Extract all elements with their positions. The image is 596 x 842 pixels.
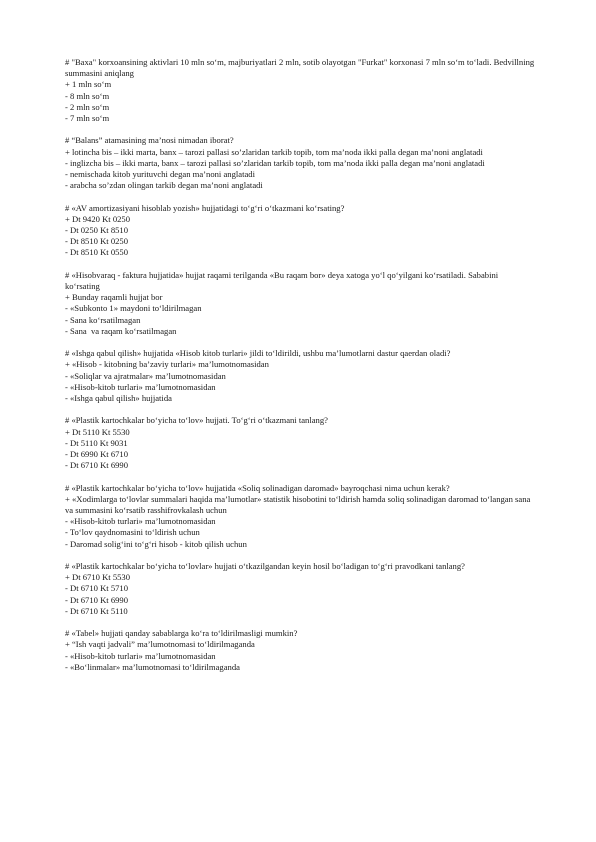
answer-option: - Sana ko‘rsatilmagan [65,314,141,325]
answer-option: - arabcha so’zdan olingan tarkib degan ma’noni anglatadi [65,180,263,191]
answer-option: - «Hisob-kitob turlari» ma’lumotnomasidan [65,650,216,661]
question-block [65,628,535,673]
question-text: # “Balans” atamasining ma’nosi nimadan iborat? [65,135,234,146]
answer-option: + «Xodimlarga to‘lovlar summalari haqida ma’lumotlar» statistik hisobotini to‘ldirish hamda soliq solinadigan daromad to‘langan sana va summasini ko‘rsatib rasshifrovkalash uchun [65,493,533,516]
answer-option: + Bunday raqamli hujjat bor [65,292,163,303]
question-text: # «Plastik kartochkalar bo‘yicha to‘lov» hujjatida «Soliq solinadigan daromad» bayroqchasi nima uchun kerak? [65,482,450,493]
question-text: # «Plastik kartochkalar bo‘yicha to‘lovlar» hujjati o‘tkazilgandan keyin hosil bo‘ladigan to‘g‘ri pravodkani tanlang? [65,561,465,572]
answer-option: + «Hisob - kitobning ba’zaviy turlari» ma’lumotnomasidan [65,359,269,370]
question-text: # «AV amortizasiyani hisoblab yozish» hujjatidagi to‘g‘ri o‘tkazmani ko‘rsating? [65,202,345,213]
question-text: # "Baxa" korxoansining aktivlari 10 mln so‘m, majburiyatlari 2 mln, sotib olayotgan "Furkat" korxonasi 7 mln so‘m to‘ladi. Bedvillning summasini aniqlang [65,57,537,79]
answer-option: - Dt 6710 Kt 5110 [65,605,128,616]
answer-option: + 1 mln so‘m [65,79,112,90]
answer-option: + Dt 6710 Kt 5530 [65,572,131,583]
answer-option: - Dt 6990 Kt 6710 [65,449,129,460]
answer-option: - 8 mln so‘m [65,90,110,101]
question-block [65,203,535,259]
answer-option: - Dt 8510 Kt 0250 [65,236,129,247]
answer-option: - Dt 0250 Kt 8510 [65,225,129,236]
answer-option: - 2 mln so‘m [65,101,110,112]
answer-option: - «Hisob-kitob turlari» ma’lumotnomasidan [65,516,216,527]
answer-option: - «Soliqlar va ajratmalar» ma’lumotnomasidan [65,370,226,381]
answer-option: - To‘lov qaydnomasini to‘ldirish uchun [65,527,200,538]
answer-option: - Dt 6710 Kt 5710 [65,583,129,594]
answer-option: - Dt 6710 Kt 6990 [65,594,129,605]
answer-option: - Sana va raqam ko‘rsatilmagan [65,325,177,336]
answer-option: + “Ish vaqti jadvali” ma’lumotnomasi to‘ldirilmaganda [65,639,255,650]
answer-option: - «Hisob-kitob turlari» ma’lumotnomasidan [65,381,216,392]
answer-option: + lotincha bis – ikki marta, banx – tarozi pallasi so’zlaridan tarkib topib, tom ma’noda ikki palla degan ma’noni anglatadi [65,146,483,157]
question-block [65,57,535,124]
answer-option: - Dt 8510 Kt 0550 [65,247,129,258]
answer-option: - Dt 6710 Kt 6990 [65,460,129,471]
question-text: # «Hisobvaraq - faktura hujjatida» hujjat raqami terilganda «Bu raqam bor» deya xatoga yo‘l qo‘yilgani ko‘rsatiladi. Sababini ko‘rsating [65,269,501,292]
answer-option: - nemischada kitob yurituvchi degan ma’noni anglatadi [65,169,255,180]
question-text: # «Plastik kartochkalar bo‘yicha to‘lov» hujjati. To‘g‘ri o‘tkazmani tanlang? [65,415,328,426]
question-block [65,135,535,191]
question-block [65,483,535,550]
question-block [65,561,535,617]
answer-option: - 7 mln so‘m [65,113,110,124]
answer-option: - inglizcha bis – ikki marta, banx – tarozi pallasi so’zlaridan tarkib topib, tom ma’noda ikki palla degan ma’noni anglatadi [65,157,485,168]
answer-option: - «Subkonto 1» maydoni to‘ldirilmagan [65,303,202,314]
answer-option: + Dt 5110 Kt 5530 [65,426,130,437]
answer-option: - Daromad solig‘ini to‘g‘ri hisob - kitob qilish uchun [65,538,247,549]
question-block [65,348,535,404]
answer-option: - «Bo‘linmalar» ma’lumotnomasi to‘ldirilmaganda [65,661,240,672]
document-page [65,57,535,684]
answer-option: + Dt 9420 Kt 0250 [65,213,131,224]
question-block [65,415,535,471]
question-block [65,270,535,337]
question-text: # «Tabel» hujjati qanday sabablarga ko‘ra to‘ldirilmasligi mumkin? [65,628,298,639]
answer-option: - Dt 5110 Kt 9031 [65,437,128,448]
answer-option: - «Ishga qabul qilish» hujjatida [65,393,172,404]
question-text: # «Ishga qabul qilish» hujjatida «Hisob kitob turlari» jildi to‘ldirildi, ushbu ma’lumotlarni dastur qaerdan oladi? [65,348,451,359]
